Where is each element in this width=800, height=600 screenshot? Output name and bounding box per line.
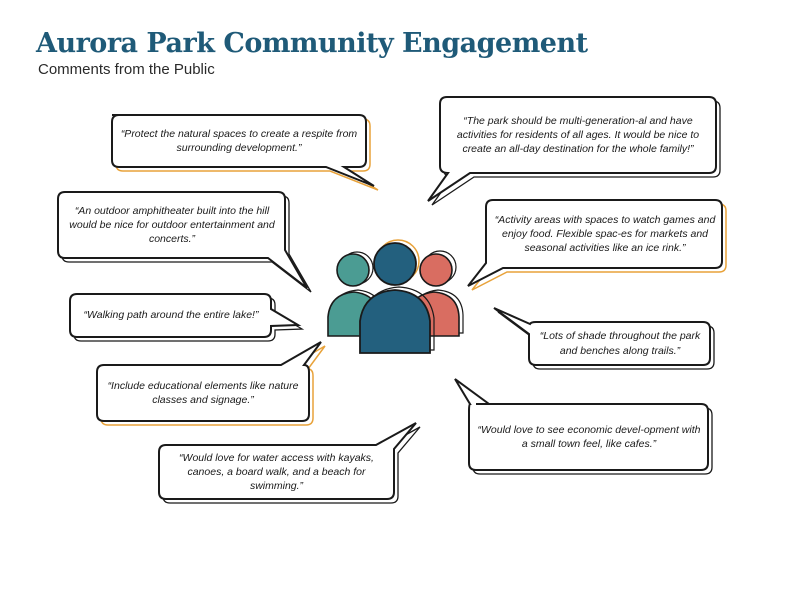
comment-5: “Walking path around the entire lake!” — [83, 309, 259, 322]
comment-8: “Would love to see economic devel-opment with a small town feel, like cafes.” — [477, 423, 701, 450]
comment-7: “Include educational elements like nature classes and signage.” — [107, 379, 299, 406]
people-group-icon — [328, 240, 463, 353]
comment-6: “Lots of shade throughout the park and benches along trails.” — [539, 330, 701, 357]
page-subtitle: Comments from the Public — [38, 61, 215, 78]
comment-9: “Would love for water access with kayaks, canoes, a board walk, and a beach for swimming.” — [179, 451, 374, 493]
comment-1: “Protect the natural spaces to create a respite from surrounding development.” — [120, 127, 358, 154]
comment-2: “The park should be multi-generation-al and have activities for residents of all ages. It would be nice to create an all-day destination for the whole family!” — [456, 114, 700, 156]
comment-4: “Activity areas with spaces to watch games and enjoy food. Flexible spac-es for markets and seasonal activities like an ice rink.” — [494, 213, 716, 255]
page-title: Aurora Park Community Engagement — [36, 28, 588, 59]
comment-3: “An outdoor amphitheater built into the hill would be nice for outdoor entertainment and concerts.” — [69, 204, 275, 246]
